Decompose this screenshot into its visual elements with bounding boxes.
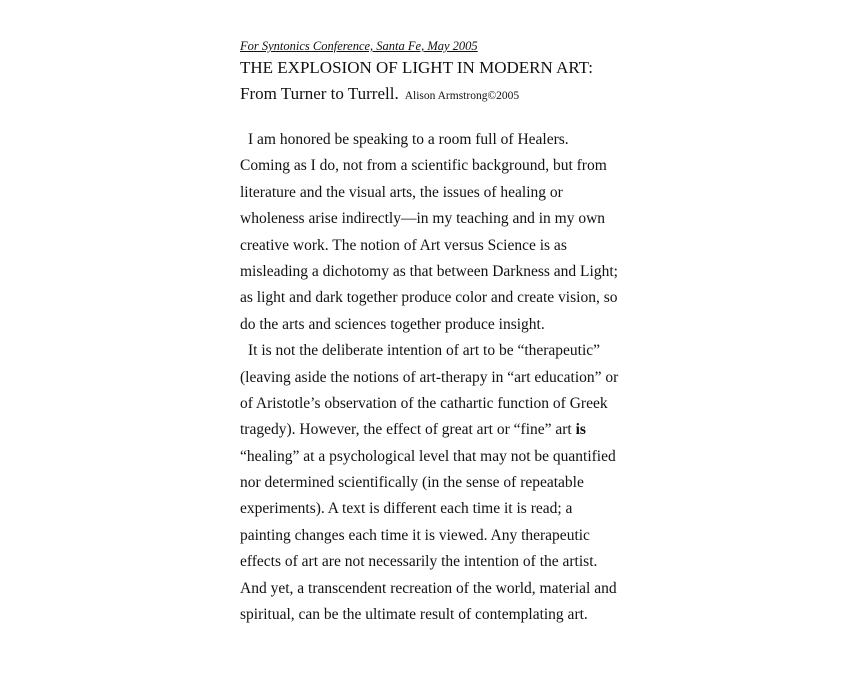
paragraph-2-line-4-text: tragedy). However, the effect of great art or “fine” art [240,421,576,439]
paragraph-1-line-1: I am honored be speaking to a room full of Healers. [248,131,569,148]
paragraph-1-line-3: literature and the visual arts, the issues of healing or [240,183,563,201]
paragraph-2-line-1: It is not the deliberate intention of art to be “therapeutic” [248,342,601,360]
paragraph-2-line-3: of Aristotle’s observation of the cathartic function of Greek [240,394,608,412]
author-credit: Alison Armstrong©2005 [404,90,520,102]
paragraph-1-line-7: as light and dark together produce color and create vision, so [240,289,618,307]
conference-note: For Syntonics Conference, Santa Fe, May 2005 [240,39,478,53]
paragraph-2-line-4 [240,417,840,443]
paragraph-2-line-10: And yet, a transcendent recreation of the world, material and [240,579,617,597]
paragraph-2-line-6: nor determined scientifically (in the sense of repeatable [240,474,584,492]
emphasis-is: is [575,421,586,439]
paragraph-1-line-6: misleading a dichotomy as that between Darkness and Light; [240,262,618,280]
paragraph-2-line-9: effects of art are not necessarily the intention of the artist. [240,553,598,571]
paragraph-2-line-2: (leaving aside the notions of art-therapy in “art education” or [240,368,619,386]
paragraph-1-line-5: creative work. The notion of Art versus Science is as [240,236,567,254]
document-subtitle: From Turner to Turrell. [240,84,399,103]
paragraph-2-line-7: experiments). A text is different each time it is read; a [240,500,573,518]
paragraph-2-line-11: spiritual, can be the ultimate result of contemplating art. [240,606,588,624]
paragraph-1-line-2: Coming as I do, not from a scientific background, but from [240,157,607,175]
document-content [240,37,840,628]
document-subtitle-line [240,81,840,107]
paragraph-2-line-8: painting changes each time it is viewed. Any therapeutic [240,526,590,544]
body-text [240,127,840,628]
paragraph-2-line-5: “healing” at a psychological level that may not be quantified [240,447,616,465]
document-title: THE EXPLOSION OF LIGHT IN MODERN ART: [240,58,593,77]
paragraph-1-line-4: wholeness arise indirectly—in my teaching and in my own [240,210,606,228]
paragraph-1-line-8: do the arts and sciences together produce insight. [240,315,545,333]
